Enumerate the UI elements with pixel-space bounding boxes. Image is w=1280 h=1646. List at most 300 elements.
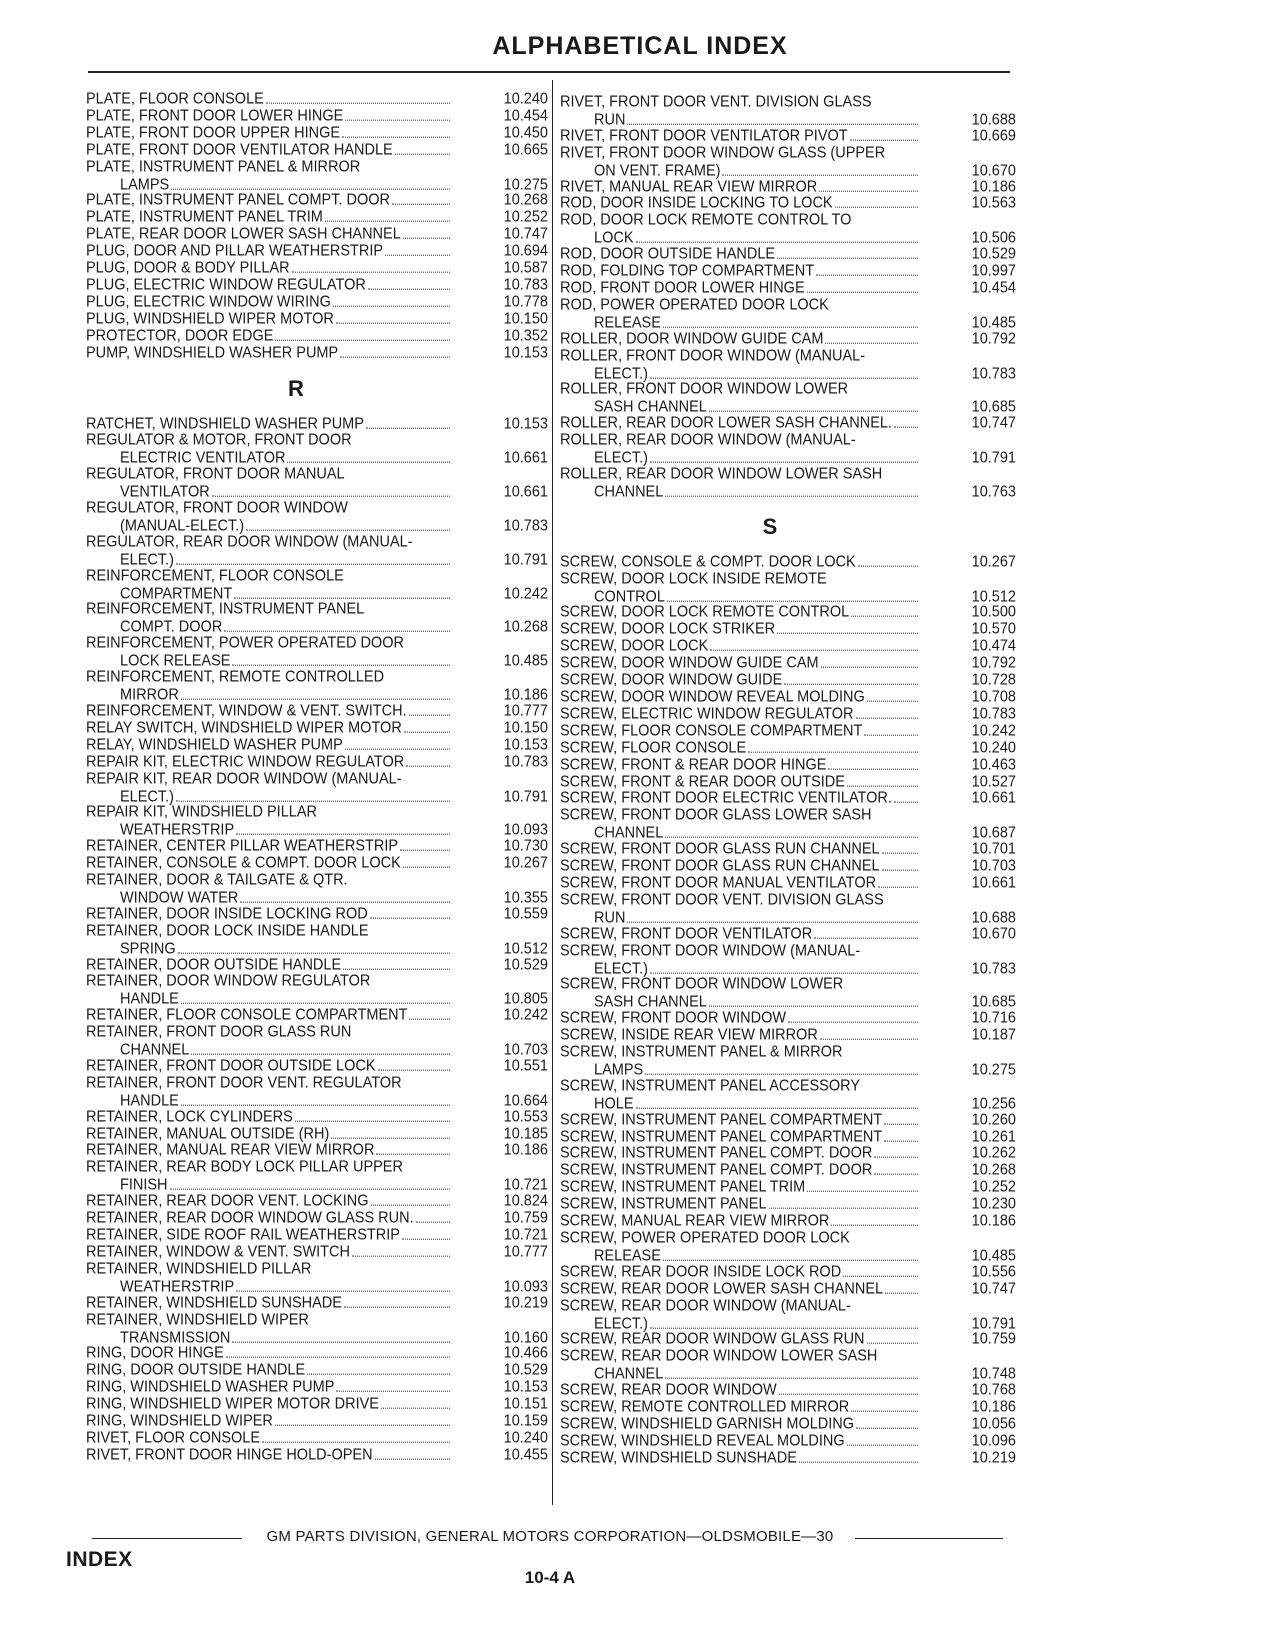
index-entry	[560, 348, 1016, 384]
page-reference: 10.721	[503, 1227, 548, 1244]
dot-leader	[224, 1345, 450, 1363]
dot-leader	[634, 1096, 919, 1114]
entry-text: RETAINER, CONSOLE & COMPT. DOOR LOCK	[86, 855, 401, 873]
column-divider	[552, 80, 553, 1505]
right-index-column	[560, 94, 1016, 1467]
dot-leader	[407, 703, 450, 721]
dot-leader	[833, 195, 918, 213]
entry-text: SCREW, FRONT DOOR GLASS LOWER SASH	[560, 807, 872, 825]
entry-text: ON VENT. FRAME)	[594, 162, 721, 180]
index-entry	[560, 1145, 1016, 1163]
page-reference: 10.485	[503, 653, 548, 671]
dot-leader	[341, 957, 450, 975]
dot-leader	[414, 1210, 450, 1228]
index-entry	[560, 790, 1016, 808]
dot-leader	[402, 720, 450, 738]
page-reference: 10.570	[971, 621, 1016, 639]
entry-text: RIVET, MANUAL REAR VIEW MIRROR	[560, 178, 818, 196]
page-reference: 10.268	[971, 1162, 1016, 1180]
page-reference: 10.759	[971, 1331, 1016, 1349]
page-reference: 10.474	[971, 638, 1016, 656]
entry-text: RETAINER, WINDOW & VENT. SWITCH	[86, 1243, 350, 1261]
entry-text: RELAY, WINDSHIELD WASHER PUMP	[86, 736, 343, 754]
entry-text: LAMPS	[120, 176, 170, 194]
index-entry	[86, 1024, 548, 1060]
dot-leader	[805, 1179, 918, 1197]
entry-text: RETAINER, DOOR INSIDE LOCKING ROD	[86, 905, 368, 923]
entry-text: LOCK RELEASE	[120, 653, 231, 671]
dot-leader	[383, 243, 450, 261]
dot-leader	[342, 1295, 450, 1313]
dot-leader	[775, 621, 918, 639]
page-reference: 10.556	[971, 1263, 1016, 1281]
index-entry	[560, 1399, 1016, 1417]
entry-text: SCREW, FRONT DOOR GLASS RUN CHANNEL	[560, 841, 880, 859]
entry-text: HOLE	[594, 1095, 634, 1113]
dot-leader	[407, 1007, 450, 1025]
page-reference: 10.763	[971, 483, 1016, 501]
entry-text: LAMPS	[594, 1061, 644, 1079]
entry-text: PLATE, INSTRUMENT PANEL & MIRROR	[86, 158, 361, 176]
index-entry	[560, 1433, 1016, 1451]
index-entry	[86, 1227, 548, 1245]
entry-text: SASH CHANNEL	[594, 399, 707, 417]
entry-text: ROLLER, REAR DOOR LOWER SASH CHANNEL.	[560, 415, 892, 433]
entry-text: RETAINER, FRONT DOOR OUTSIDE LOCK	[86, 1057, 376, 1075]
dot-leader	[273, 328, 450, 346]
page-reference: 10.268	[503, 619, 548, 637]
page-reference: 10.783	[503, 517, 548, 535]
page-reference: 10.454	[971, 279, 1016, 297]
dot-leader	[343, 108, 450, 126]
entry-text: RELEASE	[594, 1247, 661, 1265]
entry-text: SCREW, INSIDE REAR VIEW MIRROR	[560, 1027, 818, 1045]
index-entry	[86, 923, 548, 959]
entry-text: ELECTRIC VENTILATOR	[120, 450, 286, 468]
page-reference: 10.553	[503, 1108, 548, 1126]
page-reference: 10.261	[971, 1128, 1016, 1146]
dot-leader	[331, 294, 450, 312]
page-reference: 10.687	[971, 825, 1016, 843]
entry-text: SCREW, INSTRUMENT PANEL ACCESSORY	[560, 1077, 860, 1095]
page-reference: 10.500	[971, 604, 1016, 622]
index-entry	[560, 179, 1016, 197]
entry-text: ROLLER, DOOR WINDOW GUIDE CAM	[560, 330, 824, 348]
dot-leader	[845, 1433, 918, 1451]
index-entry	[86, 1075, 548, 1111]
dot-leader	[882, 1129, 918, 1147]
entry-text: SASH CHANNEL	[594, 994, 707, 1012]
entry-text: SCREW, DOOR LOCK	[560, 638, 709, 656]
page-reference: 10.512	[503, 940, 548, 958]
dot-leader	[390, 192, 450, 210]
page-reference: 10.256	[971, 1095, 1016, 1113]
index-entry	[560, 1230, 1016, 1266]
index-entry	[560, 263, 1016, 281]
dot-leader	[892, 415, 918, 433]
dot-leader	[343, 737, 450, 755]
entry-text: RETAINER, CENTER PILLAR WEATHERSTRIP	[86, 838, 399, 856]
entry-text: RIVET, FRONT DOOR VENTILATOR PIVOT	[560, 127, 848, 145]
entry-text: PLUG, ELECTRIC WINDOW REGULATOR	[86, 276, 366, 294]
page-reference: 10.466	[503, 1345, 548, 1363]
page-reference: 10.151	[503, 1396, 548, 1414]
dot-leader	[848, 128, 918, 146]
index-entry	[560, 1010, 1016, 1028]
entry-text: RIVET, FLOOR CONSOLE	[86, 1429, 261, 1447]
index-entry	[560, 128, 1016, 146]
index-entry	[560, 381, 1016, 417]
dot-leader	[393, 142, 450, 160]
dot-leader	[369, 1193, 450, 1211]
entry-text: SCREW, DOOR LOCK INSIDE REMOTE	[560, 570, 827, 588]
index-entry	[86, 1295, 548, 1313]
index-entry	[86, 568, 548, 604]
index-entry	[86, 142, 548, 160]
page-reference: 10.791	[503, 788, 548, 806]
dot-leader	[376, 1058, 451, 1076]
index-entry	[86, 1159, 548, 1195]
dot-leader	[176, 941, 450, 959]
entry-text: RETAINER, WINDSHIELD WIPER	[86, 1311, 309, 1329]
index-entry	[560, 1044, 1016, 1080]
page-reference: 10.747	[971, 415, 1016, 433]
page-reference: 10.275	[971, 1061, 1016, 1079]
page-reference: 10.792	[971, 655, 1016, 673]
page-reference: 10.688	[971, 909, 1016, 927]
index-entry	[86, 703, 548, 721]
entry-text: PLATE, FLOOR CONSOLE	[86, 91, 264, 108]
index-entry	[560, 1416, 1016, 1434]
entry-text: SCREW, FRONT DOOR VENT. DIVISION GLASS	[560, 891, 884, 909]
entry-text: REINFORCEMENT, POWER OPERATED DOOR	[86, 635, 404, 653]
index-entry	[560, 1179, 1016, 1197]
page-reference: 10.242	[971, 722, 1016, 740]
index-entry	[560, 1213, 1016, 1231]
page-reference: 10.512	[971, 588, 1016, 606]
page-reference: 10.701	[971, 841, 1016, 859]
page-reference: 10.506	[971, 230, 1016, 248]
page-reference: 10.730	[503, 838, 548, 856]
title-rule	[88, 71, 1010, 73]
page-reference: 10.485	[971, 314, 1016, 332]
entry-text: RETAINER, FLOOR CONSOLE COMPARTMENT	[86, 1007, 408, 1025]
page-reference: 10.252	[971, 1179, 1016, 1197]
entry-text: SCREW, INSTRUMENT PANEL COMPT. DOOR	[560, 1145, 873, 1163]
page-reference: 10.219	[503, 1294, 548, 1312]
dot-leader	[814, 263, 918, 281]
page-reference: 10.791	[503, 551, 548, 569]
dot-leader	[368, 906, 450, 924]
page-reference: 10.242	[503, 585, 548, 603]
entry-text: ELECT.)	[594, 1315, 648, 1333]
entry-text: TRANSMISSION	[120, 1329, 231, 1347]
page-reference: 10.670	[971, 925, 1016, 943]
page-reference: 10.703	[971, 858, 1016, 876]
dot-leader	[819, 655, 918, 673]
entry-text: SCREW, REAR DOOR WINDOW (MANUAL-	[560, 1297, 851, 1315]
entry-text: SCREW, DOOR WINDOW GUIDE CAM	[560, 655, 819, 673]
page-reference: 10.665	[503, 141, 548, 159]
page-reference: 10.685	[971, 399, 1016, 417]
dot-leader	[872, 1145, 918, 1163]
index-entry	[86, 328, 548, 346]
index-entry	[86, 277, 548, 295]
entry-text: SCREW, FRONT DOOR MANUAL VENTILATOR	[560, 874, 877, 892]
entry-text: SCREW, INSTRUMENT PANEL & MIRROR	[560, 1044, 843, 1061]
page-reference: 10.153	[503, 736, 548, 754]
dot-leader	[334, 1379, 450, 1397]
entry-text: SCREW, REAR DOOR INSIDE LOCK ROD	[560, 1263, 842, 1281]
entry-text: ROD, FOLDING TOP COMPARTMENT	[560, 263, 815, 281]
dot-leader	[882, 1112, 918, 1130]
page-reference: 10.159	[503, 1412, 548, 1430]
entry-text: SCREW, WINDSHIELD GARNISH MOLDING	[560, 1415, 855, 1433]
index-entry	[560, 672, 1016, 690]
entry-text: RETAINER, DOOR LOCK INSIDE HANDLE	[86, 922, 369, 940]
entry-text: RETAINER, MANUAL REAR VIEW MIRROR	[86, 1142, 375, 1160]
dot-leader	[854, 706, 918, 724]
entry-text: CHANNEL	[594, 1366, 664, 1384]
entry-text: RETAINER, FRONT DOOR VENT. REGULATOR	[86, 1074, 402, 1092]
dot-leader	[841, 1264, 918, 1282]
entry-text: SCREW, MANUAL REAR VIEW MIRROR	[560, 1213, 830, 1231]
page-reference: 10.716	[971, 1010, 1016, 1028]
index-entry	[86, 1210, 548, 1228]
dot-leader	[829, 1213, 918, 1231]
index-entry	[560, 94, 1016, 130]
dot-leader	[663, 484, 918, 502]
page-reference: 10.150	[503, 310, 548, 328]
dot-leader	[872, 1162, 918, 1180]
page-reference: 10.669	[971, 127, 1016, 145]
index-entry	[560, 145, 1016, 181]
entry-text: PLATE, FRONT DOOR LOWER HINGE	[86, 107, 344, 125]
entry-text: (MANUAL-ELECT.)	[120, 517, 245, 535]
dot-leader	[854, 1416, 918, 1434]
dot-leader	[880, 841, 918, 859]
dot-leader	[823, 331, 918, 349]
page-reference: 10.268	[503, 192, 548, 210]
dot-leader	[374, 1142, 450, 1160]
entry-text: ROD, DOOR LOCK REMOTE CONTROL TO	[560, 212, 852, 230]
index-entry	[560, 1078, 1016, 1114]
dot-leader	[777, 1382, 918, 1400]
index-entry	[560, 740, 1016, 758]
entry-text: PLUG, WINDSHIELD WIPER MOTOR	[86, 310, 334, 328]
entry-text: ROD, DOOR INSIDE LOCKING TO LOCK	[560, 195, 833, 213]
entry-text: SCREW, INSTRUMENT PANEL	[560, 1196, 767, 1214]
page-reference: 10.275	[503, 176, 548, 194]
dot-leader	[338, 345, 450, 363]
page-reference: 10.463	[971, 756, 1016, 774]
entry-text: REINFORCEMENT, REMOTE CONTROLLED	[86, 669, 385, 687]
dot-leader	[379, 1396, 450, 1414]
entry-text: SCREW, FRONT DOOR WINDOW (MANUAL-	[560, 942, 861, 960]
entry-text: SCREW, REAR DOOR WINDOW	[560, 1382, 777, 1400]
entry-text: ROD, DOOR OUTSIDE HANDLE	[560, 246, 776, 264]
entry-text: HANDLE	[120, 991, 179, 1009]
page-reference: 10.685	[971, 994, 1016, 1012]
index-entry	[560, 466, 1016, 502]
dot-leader	[260, 1430, 450, 1448]
index-entry	[560, 1196, 1016, 1214]
entry-text: SCREW, INSTRUMENT PANEL TRIM	[560, 1179, 806, 1197]
page-reference: 10.747	[503, 226, 548, 244]
dot-leader	[746, 740, 918, 758]
footer-rule-right	[855, 1538, 1003, 1539]
index-entry	[86, 1261, 548, 1297]
index-entry	[560, 1450, 1016, 1468]
index-entry	[560, 1281, 1016, 1299]
entry-text: ROLLER, FRONT DOOR WINDOW LOWER	[560, 381, 849, 399]
index-entry	[86, 1362, 548, 1380]
entry-text: RETAINER, SIDE ROOF RAIL WEATHERSTRIP	[86, 1227, 400, 1244]
dot-leader	[373, 1447, 450, 1465]
entry-text: ELECT.)	[594, 365, 648, 383]
page-reference: 10.096	[971, 1432, 1016, 1450]
page-reference: 10.728	[971, 672, 1016, 690]
index-entry	[86, 534, 548, 570]
index-entry	[86, 601, 548, 637]
page-reference: 10.747	[971, 1280, 1016, 1298]
index-entry	[86, 416, 548, 434]
entry-text: SCREW, DOOR LOCK REMOTE CONTROL	[560, 604, 850, 622]
index-entry	[86, 209, 548, 227]
dot-leader	[817, 179, 918, 197]
page-reference: 10.454	[503, 107, 548, 125]
entry-text: RING, DOOR OUTSIDE HANDLE	[86, 1362, 306, 1380]
index-entry	[86, 243, 548, 261]
entry-text: REINFORCEMENT, INSTRUMENT PANEL	[86, 601, 365, 619]
dot-leader	[826, 757, 918, 775]
page-reference: 10.187	[971, 1027, 1016, 1045]
page-reference: 10.240	[503, 1429, 548, 1447]
dot-leader	[849, 604, 918, 622]
entry-text: CHANNEL	[594, 825, 664, 843]
entry-text: SCREW, REAR DOOR WINDOW GLASS RUN	[560, 1331, 865, 1349]
entry-text: RUN	[594, 909, 626, 927]
entry-text: PROTECTOR, DOOR EDGE	[86, 327, 274, 345]
section-label: INDEX	[66, 1548, 133, 1571]
page-reference: 10.529	[503, 956, 548, 974]
dot-leader	[305, 1362, 450, 1380]
index-entry	[560, 212, 1016, 248]
dot-leader	[708, 638, 918, 656]
index-entry	[86, 872, 548, 908]
footer-rule-left	[92, 1538, 242, 1539]
index-entry	[86, 855, 548, 873]
dot-leader	[797, 1450, 918, 1468]
dot-leader	[775, 246, 918, 264]
dot-leader	[401, 226, 450, 244]
entry-text: ELECT.)	[594, 960, 648, 978]
index-entry	[86, 466, 548, 502]
letter-heading: S	[762, 513, 778, 539]
entry-text: PLATE, REAR DOOR LOWER SASH CHANNEL	[86, 226, 401, 244]
index-entry	[86, 1430, 548, 1448]
page-reference: 10.150	[503, 719, 548, 737]
index-entry	[86, 192, 548, 210]
dot-leader	[862, 723, 918, 741]
index-entry	[560, 1162, 1016, 1180]
page-title: ALPHABETICAL INDEX	[492, 32, 788, 60]
index-entry	[560, 1027, 1016, 1045]
entry-text: SCREW, FLOOR CONSOLE	[560, 739, 747, 757]
page-reference: 10.455	[503, 1446, 548, 1464]
entry-text: SCREW, FRONT DOOR GLASS RUN CHANNEL	[560, 858, 880, 876]
page-number: 10-4 A	[524, 1568, 576, 1587]
index-entry	[560, 1264, 1016, 1282]
page-reference: 10.708	[971, 689, 1016, 706]
index-entry	[86, 91, 548, 109]
dot-leader	[340, 125, 450, 143]
index-entry	[86, 260, 548, 278]
index-entry	[560, 1298, 1016, 1334]
index-entry	[86, 1126, 548, 1144]
entry-text: ELECT.)	[120, 788, 174, 806]
index-entry	[86, 311, 548, 329]
index-entry	[86, 1379, 548, 1397]
page-reference: 10.748	[971, 1366, 1016, 1384]
entry-text: RING, DOOR HINGE	[86, 1345, 224, 1363]
entry-text: PLATE, FRONT DOOR VENTILATOR HANDLE	[86, 141, 393, 159]
index-entry	[86, 1447, 548, 1465]
index-entry	[560, 621, 1016, 639]
index-entry	[560, 723, 1016, 741]
left-index-column	[86, 91, 548, 1464]
page-reference: 10.778	[503, 293, 548, 311]
entry-text: RETAINER, LOCK CYLINDERS	[86, 1108, 293, 1126]
index-entry	[86, 973, 548, 1009]
entry-text: WEATHERSTRIP	[120, 822, 235, 840]
entry-text: RIVET, FRONT DOOR WINDOW GLASS (UPPER	[560, 144, 886, 162]
page-reference: 10.153	[503, 344, 548, 362]
page-reference: 10.529	[971, 246, 1016, 264]
page-reference: 10.450	[503, 124, 548, 142]
entry-text: RETAINER, MANUAL OUTSIDE (RH)	[86, 1125, 330, 1143]
dot-leader	[174, 552, 450, 570]
page-reference: 10.267	[503, 855, 548, 873]
index-entry	[86, 1312, 548, 1348]
dot-leader	[404, 754, 450, 772]
entry-text: PLUG, DOOR & BODY PILLAR	[86, 260, 290, 278]
entry-text: COMPT. DOOR	[120, 619, 223, 637]
page-reference: 10.185	[503, 1125, 548, 1143]
entry-text: PLUG, DOOR AND PILLAR WEATHERSTRIP	[86, 243, 384, 261]
dot-leader	[290, 260, 450, 278]
page-reference: 10.661	[971, 874, 1016, 892]
entry-text: SCREW, DOOR WINDOW REVEAL MOLDING	[560, 689, 865, 706]
page-reference: 10.093	[503, 822, 548, 840]
index-entry	[86, 125, 548, 143]
index-entry	[86, 1007, 548, 1025]
dot-leader	[876, 875, 918, 893]
letter-heading: R	[288, 375, 304, 401]
page-reference: 10.186	[971, 1213, 1016, 1231]
dot-leader	[892, 790, 918, 808]
index-entry	[86, 159, 548, 195]
entry-text: SCREW, FRONT DOOR WINDOW	[560, 1010, 787, 1028]
dot-leader	[818, 1027, 918, 1045]
page-reference: 10.186	[503, 1142, 548, 1160]
page-reference: 10.664	[503, 1092, 548, 1110]
page-reference: 10.559	[503, 905, 548, 923]
index-entry	[560, 858, 1016, 876]
page-reference: 10.160	[503, 1329, 548, 1347]
entry-text: ELECT.)	[594, 450, 648, 468]
entry-text: REPAIR KIT, ELECTRIC WINDOW REGULATOR	[86, 753, 405, 771]
